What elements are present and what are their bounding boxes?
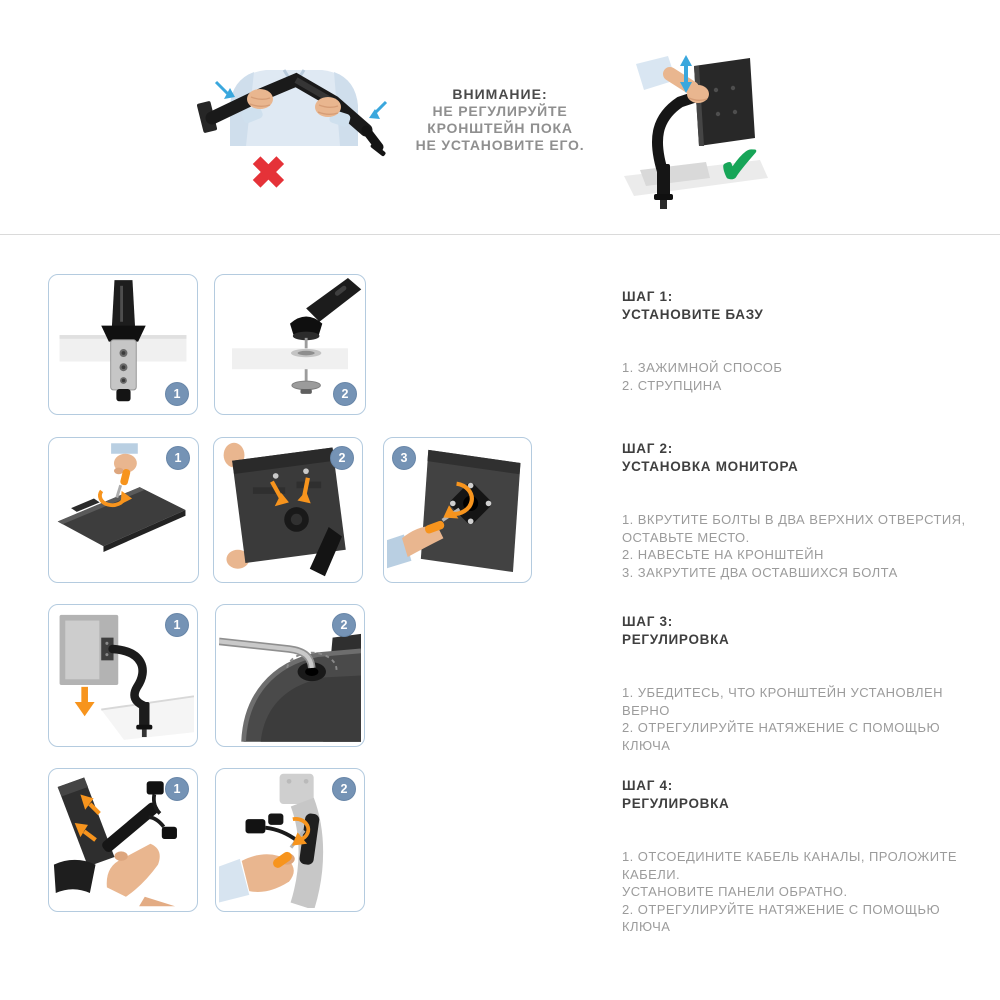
step-item: 2. ОТРЕГУЛИРУЙТЕ НАТЯЖЕНИЕ С ПОМОЩЬЮ КЛЮЧА (622, 720, 941, 753)
cable-connector-left (246, 819, 266, 833)
step-badge: 1 (165, 613, 189, 637)
down-arrow-icon-left (216, 82, 235, 99)
check-icon: ✔ (718, 137, 762, 195)
notice-line: НЕ УСТАНОВИТЕ ЕГО. (415, 137, 585, 153)
cable-connector-right (162, 827, 177, 839)
step-badge: 2 (330, 446, 354, 470)
clamp-knob (116, 389, 130, 401)
panel-check-mounting (48, 604, 198, 747)
desk (232, 348, 348, 369)
step-4-items (622, 848, 992, 936)
down-arrow-icon (75, 687, 95, 716)
arm-upper (306, 278, 361, 322)
step-1-number: ШАГ 1: (622, 289, 673, 304)
step-item: 1. ВКРУТИТЕ БОЛТЫ В ДВА ВЕРХНИХ ОТВЕРСТИЯ, (622, 512, 966, 527)
cable (265, 828, 297, 841)
step-1 (622, 288, 992, 394)
step-3-number: ШАГ 3: (622, 614, 673, 629)
step-3-title: РЕГУЛИРОВКА (622, 632, 730, 647)
step-item: УСТАНОВИТЕ ПАНЕЛИ ОБРАТНО. (622, 884, 848, 899)
step-2-title: УСТАНОВКА МОНИТОРА (622, 459, 799, 474)
panel-cable-channel (48, 768, 198, 912)
cable-connector-top (147, 781, 164, 794)
step-item: 1. УБЕДИТЕСЬ, ЧТО КРОНШТЕЙН УСТАНОВЛЕН ВЕРНО (622, 685, 944, 718)
step-badge: 2 (332, 777, 356, 801)
cross-icon: ✖ (250, 149, 287, 198)
bolt-right (303, 468, 309, 474)
step-item: ОСТАВЬТЕ МЕСТО. (622, 529, 750, 545)
clamp-top (101, 326, 145, 342)
step-3-items (622, 684, 992, 754)
step-badge: 1 (165, 777, 189, 801)
step-1-heading (622, 288, 992, 324)
panel-cable-tension (215, 768, 365, 912)
clamp (139, 702, 149, 727)
cable-connector-mid (268, 813, 283, 824)
step-badge: 2 (333, 382, 357, 406)
sleeve (111, 443, 138, 453)
arm-post (112, 280, 136, 331)
caution-notice (370, 86, 630, 154)
step-1-title: УСТАНОВИТЕ БАЗУ (622, 307, 764, 322)
step-3-heading (622, 613, 992, 649)
step-item: 3. ЗАКРУТИТЕ ДВА ОСТАВШИХСЯ БОЛТА (622, 564, 898, 580)
step-item: 2. ОТРЕГУЛИРУЙТЕ НАТЯЖЕНИЕ С ПОМОЩЬЮ (622, 901, 941, 917)
clamp (657, 164, 670, 198)
step-2-heading (622, 440, 992, 476)
step-item: 2. НАВЕСЬТЕ НА КРОНШТЕЙН (622, 547, 824, 562)
panel-grommet-install (214, 274, 366, 415)
desk-hole (298, 351, 315, 356)
step-badge: 3 (392, 446, 416, 470)
step-item: КЛЮЧА (622, 919, 671, 934)
step-item: 1. ЗАЖИМНОЙ СПОСОБ (622, 360, 783, 375)
step-badge: 2 (332, 613, 356, 637)
step-4 (622, 777, 992, 936)
arm-base (54, 860, 96, 893)
step-1-items (622, 359, 992, 394)
panel-tighten-bolts (383, 437, 532, 583)
notice-line: КРОНШТЕЙН ПОКА (427, 120, 573, 136)
step-item: 2. СТРУПЦИНА (622, 377, 722, 393)
step-4-heading (622, 777, 992, 813)
step-2 (622, 440, 992, 581)
panel-clamp-install (48, 274, 198, 415)
hand (107, 844, 160, 897)
grommet-plate (292, 381, 321, 390)
panel-insert-top-bolts (48, 437, 199, 583)
step-2-items (622, 511, 992, 581)
step-4-title: РЕГУЛИРОВКА (622, 796, 730, 811)
notice-title: ВНИМАНИЕ: (452, 86, 548, 102)
forearm (139, 897, 175, 906)
panel-hang-monitor (213, 437, 363, 583)
step-item: КАБЕЛИ. (622, 866, 681, 882)
step-3 (622, 613, 992, 754)
step-2-number: ШАГ 2: (622, 441, 673, 456)
step-badge: 1 (166, 446, 190, 470)
wrong-way-illustration (188, 46, 400, 204)
panel-hex-key-adjust (215, 604, 365, 747)
step-item: 1. ОТСОЕДИНИТЕ КАБЕЛЬ КАНАЛЫ, ПРОЛОЖИТЕ (622, 849, 958, 864)
step-badge: 1 (165, 382, 189, 406)
section-divider (0, 234, 1000, 235)
step-4-number: ШАГ 4: (622, 778, 673, 793)
bolt-left (273, 473, 279, 479)
notice-line: НЕ РЕГУЛИРУЙТЕ (432, 103, 568, 119)
